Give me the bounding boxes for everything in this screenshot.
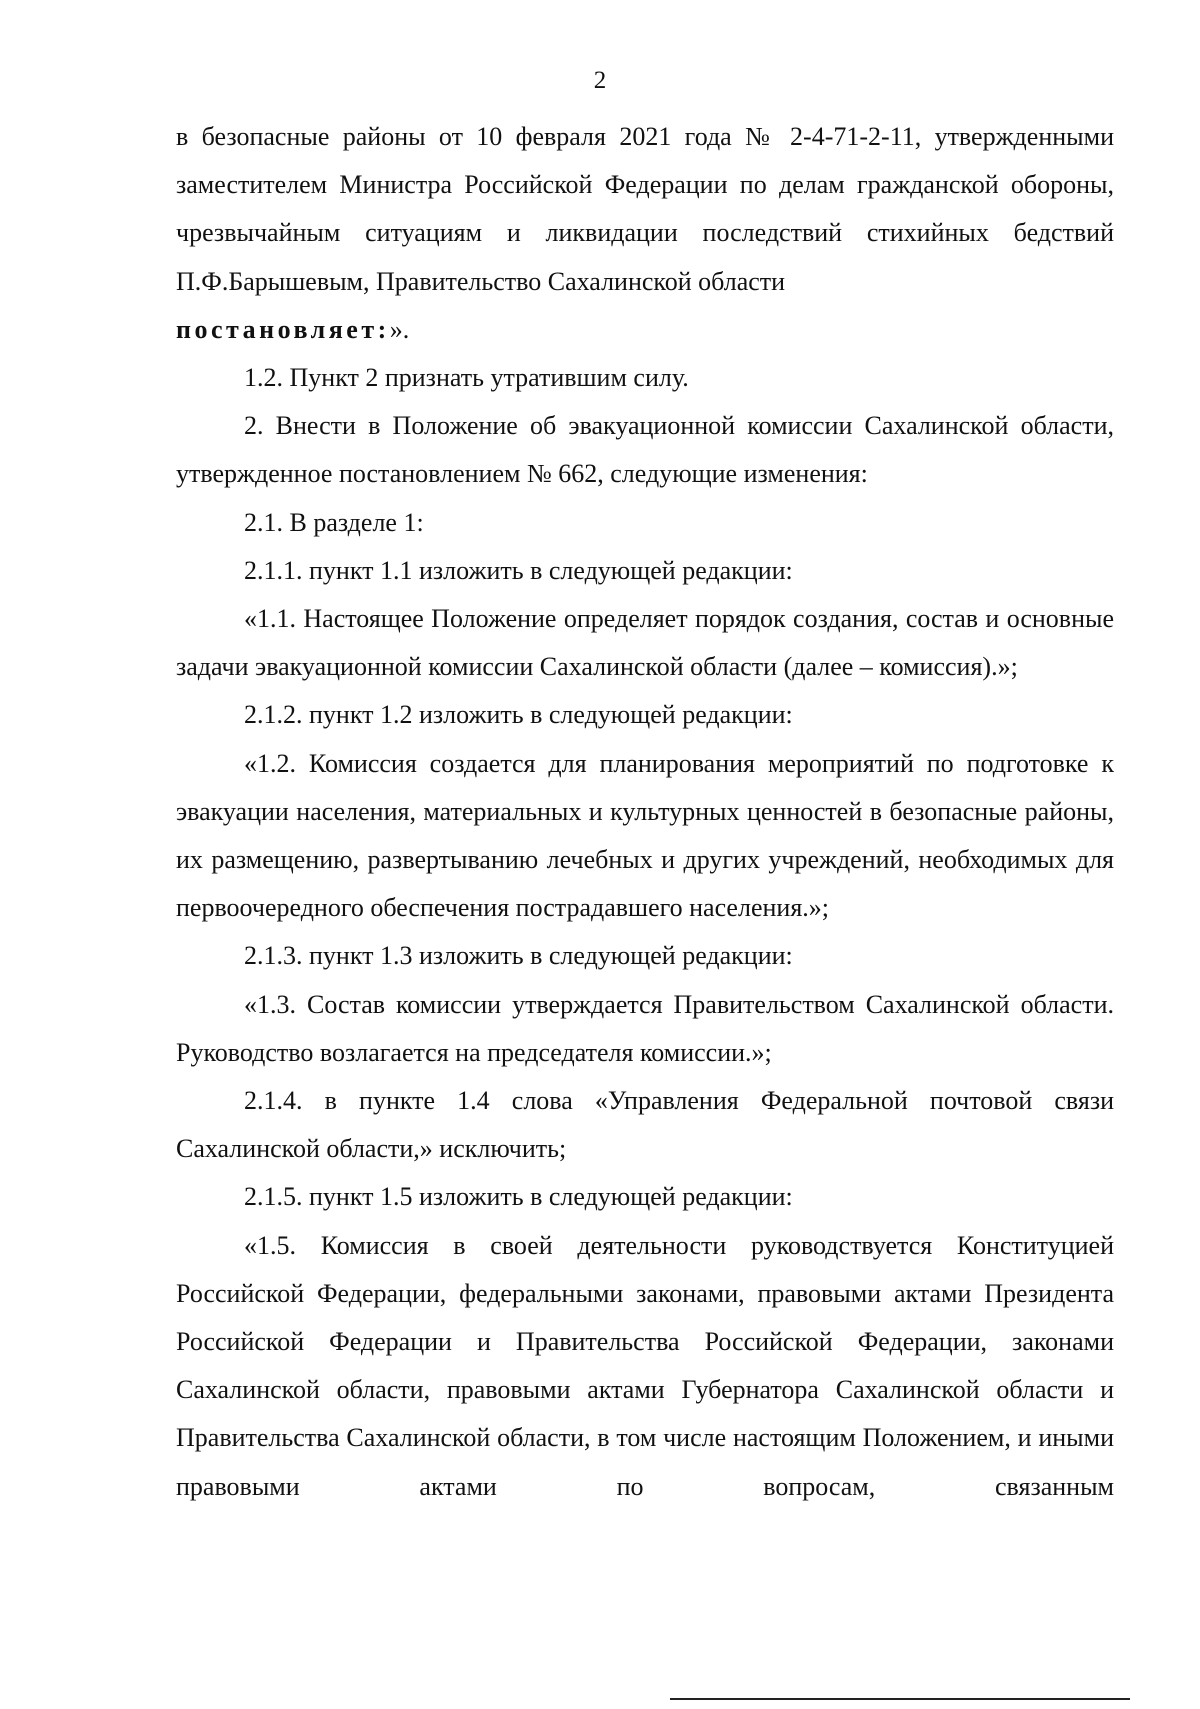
paragraph-continuation	[176, 113, 1114, 354]
document-body	[176, 113, 1114, 1511]
paragraph-2-1-3: 2.1.3. пункт 1.3 изложить в следующей редакции:	[244, 941, 793, 971]
quote-1-1: «1.1. Настоящее Положение определяет порядок создания, состав и основные задачи эвакуационной комиссии Сахалинской области (далее – комиссия).»;	[176, 604, 1114, 682]
quote-1-2: «1.2. Комиссия создается для планирования мероприятий по подготовке к эвакуации населения, материальных и культурных ценностей в безопасные районы, их размещению, развертыванию лечебных и других учреждений, необходимых для первоочередного обеспечения пострадавшего населения.»;	[176, 748, 1114, 923]
closing-quote: ».	[389, 314, 410, 344]
quote-1-3: «1.3. Состав комиссии утверждается Правительством Сахалинской области. Руководство возлагается на председателя комиссии.»;	[176, 989, 1114, 1067]
quote-1-5: «1.5. Комиссия в своей деятельности руководствуется Конституцией Российской Федерации, федеральными законами, правовыми актами Президента Российской Федерации и Правительства Российской Федерации, законами Сахалинской области, правовыми актами Губернатора Сахалинской области и Правительства Сахалинской области, в том числе настоящим Положением, и иными правовыми актами по вопросам, связанным	[176, 1230, 1114, 1501]
paragraph-text: в безопасные районы от 10 февраля 2021 года № 2-4-71-2-11, утвержденными заместителем Министра Российской Федерации по делам гражданской обороны, чрезвычайным ситуациям и ликвидации последствий стихийных бедствий П.Ф.Барышевым, Правительство Сахалинской области	[176, 122, 1114, 296]
resolution-keyword: постановляет:	[176, 314, 390, 344]
page-number: 2	[593, 67, 607, 94]
paragraph-2-1-2: 2.1.2. пункт 1.2 изложить в следующей редакции:	[244, 700, 793, 730]
paragraph-2-1-5: 2.1.5. пункт 1.5 изложить в следующей редакции:	[244, 1182, 793, 1212]
paragraph-2-1: 2.1. В разделе 1:	[244, 507, 424, 537]
paragraph-2: 2. Внести в Положение об эвакуационной комиссии Сахалинской области, утвержденное постановлением № 662, следующие изменения:	[176, 411, 1114, 489]
paragraph-2-1-1: 2.1.1. пункт 1.1 изложить в следующей редакции:	[244, 555, 793, 585]
paragraph-2-1-4: 2.1.4. в пункте 1.4 слова «Управления Федеральной почтовой связи Сахалинской области,» исключить;	[176, 1086, 1114, 1164]
paragraph-1-2: 1.2. Пункт 2 признать утратившим силу.	[244, 363, 689, 393]
page-bottom-rule	[670, 1698, 1130, 1700]
